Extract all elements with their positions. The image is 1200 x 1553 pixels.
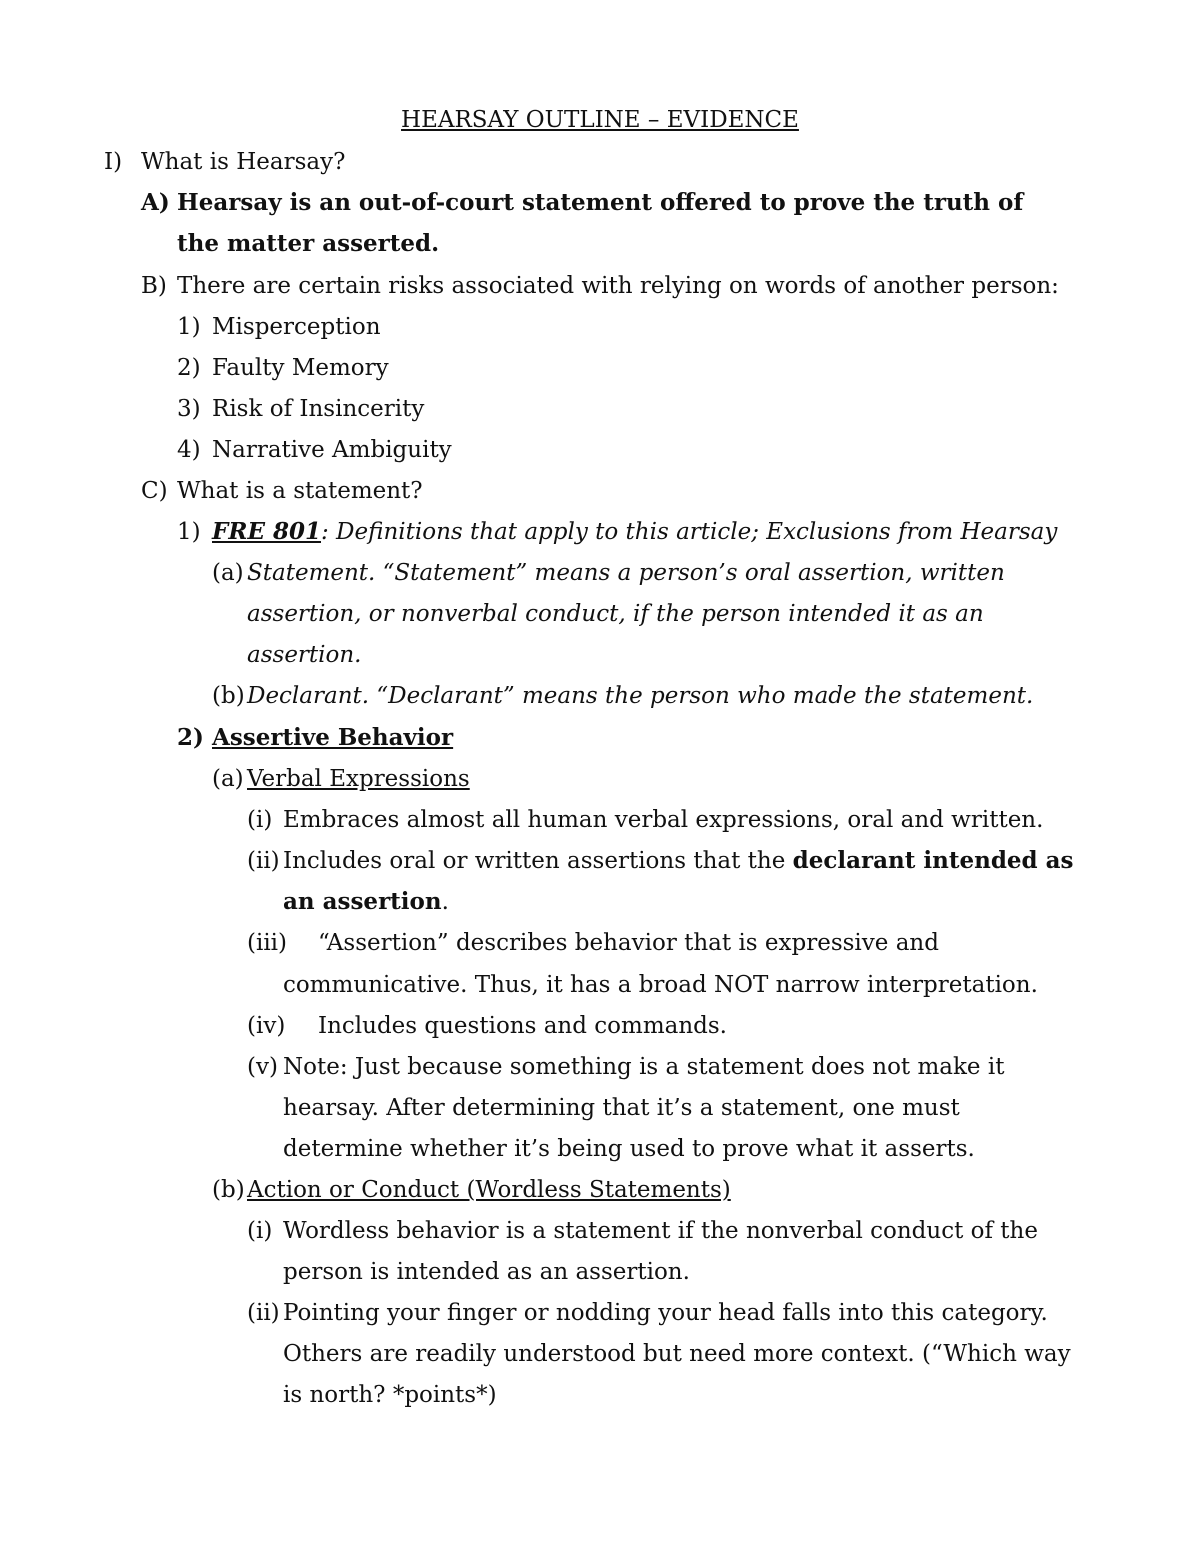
subitem-marker: (b): [212, 683, 245, 709]
list-item-marker: 1): [177, 314, 201, 340]
conduct-point-line3: is north? *points*): [283, 1382, 497, 1408]
fre-801-line: [212, 518, 1057, 546]
verbal-point-line1: “Assertion” describes behavior that is expressive and: [318, 930, 939, 956]
declarant-definition: Declarant. “Declarant” means the person who made the statement.: [247, 683, 1034, 709]
list-item-marker: 3): [177, 396, 201, 422]
verbal-point: Includes questions and commands.: [318, 1013, 727, 1039]
verbal-point-emphasis: an assertion: [283, 888, 442, 915]
list-item-marker: 2): [177, 724, 204, 751]
list-item-marker: 1): [177, 519, 201, 545]
item-marker: B): [141, 273, 167, 299]
hearsay-definition-line1: Hearsay is an out-of-court statement offered to prove the truth of: [177, 189, 1024, 216]
verbal-point-line2: hearsay. After determining that it’s a statement, one must: [283, 1095, 960, 1121]
statement-definition-line1: Statement. “Statement” means a person’s oral assertion, written: [247, 560, 1005, 586]
roman-marker: (iii): [247, 930, 288, 956]
item-marker: C): [141, 478, 168, 504]
verbal-point-line2: communicative. Thus, it has a broad NOT narrow interpretation.: [283, 972, 1038, 998]
fre-801-text: : Definitions that apply to this article; Exclusions from Hearsay: [321, 519, 1058, 545]
list-item-marker: 2): [177, 355, 201, 381]
subitem-marker: (a): [212, 560, 244, 586]
assertive-behavior-heading: Assertive Behavior: [212, 724, 454, 751]
verbal-point-line3: determine whether it’s being used to prove what it asserts.: [283, 1136, 975, 1162]
section-heading: What is Hearsay?: [141, 149, 346, 175]
roman-marker: (v): [247, 1054, 278, 1080]
roman-marker: (i): [247, 1218, 273, 1244]
risks-intro: There are certain risks associated with relying on words of another person:: [177, 273, 1059, 299]
item-marker: A): [141, 189, 170, 216]
conduct-point-line1: Pointing your finger or nodding your head falls into this category.: [283, 1300, 1048, 1326]
list-item: Faulty Memory: [212, 355, 389, 381]
list-item: Risk of Insincerity: [212, 396, 425, 422]
verbal-point-line1: [283, 847, 1073, 875]
verbal-expressions-heading: Verbal Expressions: [247, 766, 470, 792]
statement-definition-line2: assertion, or nonverbal conduct, if the person intended it as an: [247, 601, 984, 627]
list-item: Narrative Ambiguity: [212, 437, 452, 463]
list-item: Misperception: [212, 314, 381, 340]
fre-801-rule: FRE 801: [212, 518, 321, 545]
conduct-point-line1: Wordless behavior is a statement if the nonverbal conduct of the: [283, 1218, 1038, 1244]
subitem-marker: (a): [212, 766, 244, 792]
verbal-point-text: .: [441, 889, 449, 915]
action-conduct-heading: Action or Conduct (Wordless Statements): [247, 1177, 731, 1203]
roman-marker: (iv): [247, 1013, 286, 1039]
verbal-point-line2: [283, 888, 449, 916]
conduct-point-line2: Others are readily understood but need more context. (“Which way: [283, 1341, 1071, 1367]
document-title: HEARSAY OUTLINE – EVIDENCE: [401, 107, 799, 133]
conduct-point-line2: person is intended as an assertion.: [283, 1259, 690, 1285]
verbal-point-text: Includes oral or written assertions that the: [283, 848, 793, 874]
section-marker: I): [104, 149, 123, 175]
roman-marker: (ii): [247, 1300, 280, 1326]
verbal-point-line1: Note: Just because something is a statement does not make it: [283, 1054, 1005, 1080]
roman-marker: (i): [247, 807, 273, 833]
subitem-marker: (b): [212, 1177, 245, 1203]
verbal-point: Embraces almost all human verbal expressions, oral and written.: [283, 807, 1044, 833]
statement-definition-line3: assertion.: [247, 642, 362, 668]
roman-marker: (ii): [247, 848, 280, 874]
statement-heading: What is a statement?: [177, 478, 423, 504]
verbal-point-emphasis: declarant intended as: [792, 847, 1074, 874]
hearsay-definition-line2: the matter asserted.: [177, 230, 440, 257]
list-item-marker: 4): [177, 437, 201, 463]
